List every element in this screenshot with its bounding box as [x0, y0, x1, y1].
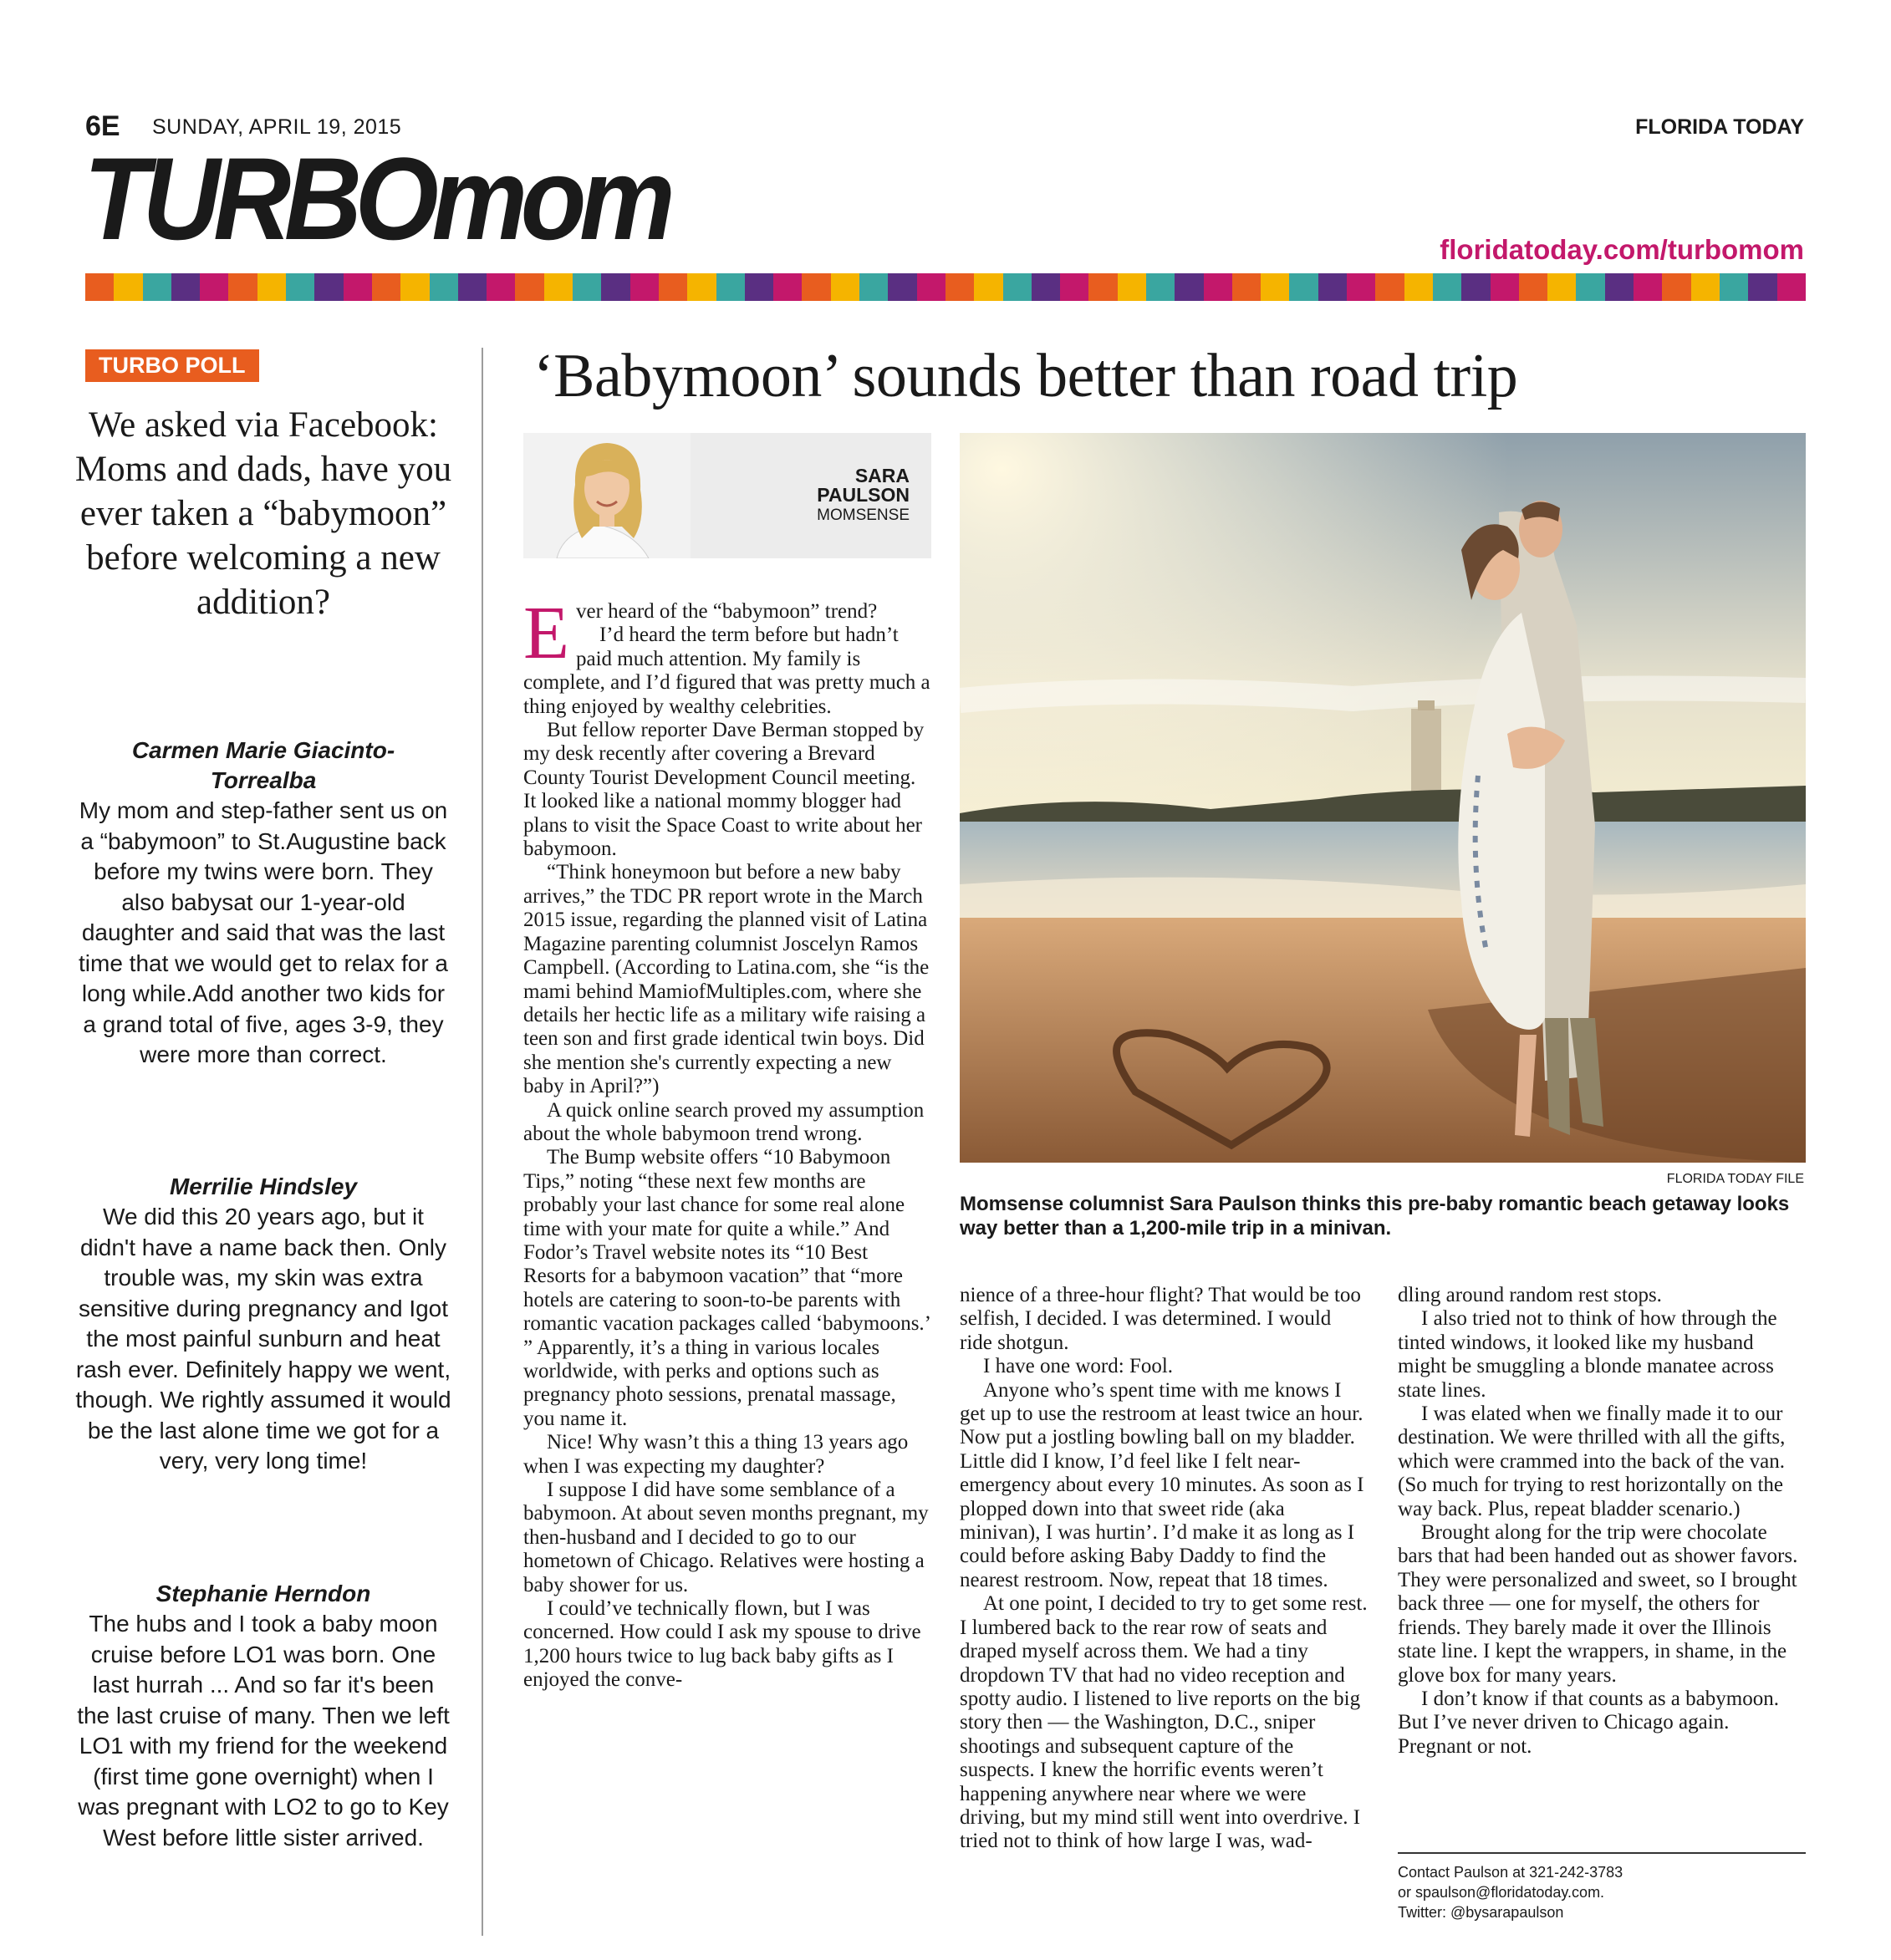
stripe-segment — [1720, 273, 1748, 301]
stripe-segment — [1003, 273, 1032, 301]
stripe-segment — [85, 273, 114, 301]
stripe-segment — [630, 273, 659, 301]
poll-response — [74, 1172, 453, 1477]
stripe-segment — [1261, 273, 1289, 301]
stripe-segment — [544, 273, 573, 301]
respondent-name: Carmen Marie Giacinto-Torrealba — [131, 737, 395, 793]
respondent-name: Merrilie Hindsley — [169, 1173, 358, 1199]
article-paragraph: But fellow reporter Dave Berman stopped by my desk recently after covering a Brevard County Tourist Development Council meeting. It looked like a national mommy blogger had plans to visit the Space Coast to write about her babymoon. — [523, 719, 925, 861]
stripe-segment — [1691, 273, 1720, 301]
stripe-segment — [1318, 273, 1347, 301]
article-paragraph: I was elated when we finally made it to our destination. We were thrilled with all the gifts, which were crammed into the back of the van. (So much for trying to rest horizontally on the way back. Plus, repeat bladder scenario.) — [1398, 1403, 1786, 1520]
stripe-segment — [1204, 273, 1232, 301]
stripe-segment — [745, 273, 773, 301]
response-text: The hubs and I took a baby moon cruise before LO1 was born. One last hurrah ... And so far it's been the last cruise of many. Then we left LO1 with my friend for the weekend (first time gone overnight) when I was pregnant with LO2 to go to Key West before little sister arrived. — [77, 1611, 450, 1851]
stripe-segment — [1404, 273, 1433, 301]
stripe-segment — [1519, 273, 1547, 301]
stripe-segment — [573, 273, 601, 301]
article-paragraph: dling around random rest stops. — [1398, 1284, 1662, 1306]
stripe-segment — [831, 273, 859, 301]
article-paragraph: I suppose I did have some semblance of a babymoon. At about seven months pregnant, my then-husband and I decided to go to our hometown of Chicago. Relatives were hosting a baby shower for us. — [523, 1479, 929, 1596]
stripe-segment — [888, 273, 916, 301]
article-paragraph: I also tried not to think of how through the tinted windows, it looked like my husband might be smuggling a blonde manatee across state lines. — [1398, 1307, 1777, 1402]
article-paragraph: I have one word: Fool. — [983, 1355, 1174, 1378]
column-divider — [482, 348, 483, 1936]
stripe-segment — [1605, 273, 1634, 301]
article-paragraph: At one point, I decided to try to get some rest. I lumbered back to the rear row of seats and draped myself across them. We had a tiny dropdown TV that had no video reception and spotty audio. I listened to live reports on the big story then — the Washington, D.C., sniper shootings and subsequent capture of the suspects. I knew the horrific events weren’t happening anywhere near where we were driving, but my mind still went into overdrive. I tried not to think of how large I was, wad- — [960, 1592, 1368, 1853]
section-masthead: TURBOmom — [84, 133, 669, 264]
stripe-segment — [1662, 273, 1690, 301]
photo-caption: Momsense columnist Sara Paulson thinks this pre-baby romantic beach getaway looks way better than a 1,200-mile trip in a minivan. — [960, 1193, 1790, 1240]
stripe-segment — [946, 273, 974, 301]
contact-phone: Contact Paulson at 321-242-3783 — [1398, 1864, 1623, 1881]
stripe-segment — [1461, 273, 1490, 301]
response-text: My mom and step-father sent us on a “babymoon” to St.Augustine back before my twins were born. They also babysat our 1-year-old daughter and said that was the last time that we would get to relax for a long while.Add another two kids for a grand total of five, ages 3-9, they were more than correct. — [79, 797, 448, 1067]
stripe-segment — [1118, 273, 1146, 301]
stripe-segment — [974, 273, 1002, 301]
stripe-segment — [1146, 273, 1175, 301]
stripe-segment — [802, 273, 830, 301]
stripe-segment — [200, 273, 228, 301]
stripe-segment — [1088, 273, 1117, 301]
column-name: MOMSENSE — [817, 507, 910, 524]
stripe-segment — [171, 273, 200, 301]
article-paragraph: Brought along for the trip were chocolate bars that had been handed out as shower favors. They were personalized and sweet, so I brought back three — one for myself, the others for friends. They barely made it over the Illinois state line. I kept the wrappers, in shame, in the glove box for many years. — [1398, 1521, 1798, 1687]
publication-name: FLORIDA TODAY — [1635, 115, 1804, 139]
stripe-segment — [917, 273, 946, 301]
article-paragraph: ver heard of the “babymoon” trend? — [575, 600, 878, 623]
stripe-segment — [430, 273, 458, 301]
stripe-segment — [1634, 273, 1662, 301]
poll-question: We asked via Facebook: Moms and dads, have you ever taken a “babymoon” before welcoming a new addition? — [74, 405, 452, 622]
stripe-segment — [257, 273, 286, 301]
article-paragraph: A quick online search proved my assumption about the whole babymoon trend wrong. — [523, 1098, 925, 1145]
author-headshot — [523, 433, 691, 558]
stripe-segment — [1748, 273, 1776, 301]
stripe-segment — [601, 273, 629, 301]
article-column-1 — [523, 592, 931, 1693]
article-paragraph: nience of a three-hour flight? That would be too selfish, I decided. I was determined. I would ride shotgun. — [960, 1284, 1361, 1354]
drop-cap: E — [523, 592, 569, 675]
article-paragraph: I could’ve technically flown, but I was concerned. How could I ask my spouse to drive 1,200 hours twice to lug back baby gifts as I enjoyed the conve- — [523, 1597, 921, 1692]
poll-response — [74, 736, 453, 1071]
stripe-segment — [1375, 273, 1404, 301]
stripe-segment — [1060, 273, 1088, 301]
article-paragraph: I’d heard the term before but hadn’t paid much attention. My family is complete, and I’d figured that was pretty much a thing enjoyed by wealthy celebrities. — [523, 624, 930, 718]
stripe-segment — [458, 273, 487, 301]
contact-twitter: Twitter: @bysarapaulson — [1398, 1904, 1564, 1921]
issue-date: SUNDAY, APRIL 19, 2015 — [152, 115, 402, 139]
stripe-segment — [344, 273, 372, 301]
article-column-2 — [960, 1284, 1368, 1854]
stripe-segment — [716, 273, 745, 301]
stripe-segment — [773, 273, 802, 301]
author-contact — [1398, 1852, 1806, 1922]
article-column-3 — [1398, 1284, 1806, 1759]
stripe-segment — [487, 273, 515, 301]
article-paragraph: Nice! Why wasn’t this a thing 13 years ago when I was expecting my daughter? — [523, 1431, 909, 1478]
stripe-segment — [286, 273, 314, 301]
stripe-segment — [1232, 273, 1261, 301]
article-paragraph: “Think honeymoon but before a new baby arrives,” the TDC PR report wrote in the March 2015 issue, regarding the planned visit of Latina Magazine parenting columnist Joscelyn Ramos Campbell. (According to Latina.com, she “is the mami behind MamiofMultiples.com, where she details her hectic life as a military wife raising a teen son and first grade identical twin boys. Did she mention she's currently expecting a new baby in April?”) — [523, 861, 930, 1098]
byline-box — [523, 433, 931, 558]
poll-badge: TURBO POLL — [85, 349, 259, 382]
stripe-segment — [114, 273, 142, 301]
author-name: SARA PAULSON — [817, 465, 910, 506]
stripe-segment — [228, 273, 257, 301]
stripe-segment — [1347, 273, 1375, 301]
stripe-segment — [515, 273, 543, 301]
stripe-segment — [314, 273, 343, 301]
stripe-segment — [372, 273, 400, 301]
photo-credit: FLORIDA TODAY FILE — [1666, 1172, 1804, 1186]
stripe-segment — [1777, 273, 1806, 301]
decorative-color-stripe — [85, 273, 1806, 301]
stripe-segment — [143, 273, 171, 301]
article-paragraph: Anyone who’s spent time with me knows I get up to use the restroom at least twice an hour. Now put a jostling bowling ball on my bladder. Little did I know, I’d feel like I felt near-emergency about every 10 minutes. As soon as I plopped down into that sweet ride (aka minivan), I was hurtin’. I’d make it as long as I could before asking Baby Daddy to find the nearest restroom. Now, repeat that 18 times. — [960, 1378, 1364, 1591]
beach-couple-photo — [960, 433, 1806, 1163]
stripe-segment — [1175, 273, 1203, 301]
respondent-name: Stephanie Herndon — [155, 1581, 371, 1606]
stripe-segment — [1433, 273, 1461, 301]
stripe-segment — [659, 273, 687, 301]
stripe-segment — [1491, 273, 1519, 301]
stripe-segment — [1576, 273, 1604, 301]
stripe-segment — [1289, 273, 1318, 301]
contact-email: or spaulson@floridatoday.com. — [1398, 1884, 1605, 1901]
article-paragraph: I don’t know if that counts as a babymoon. But I’ve never driven to Chicago again. Pregnant or not. — [1398, 1687, 1779, 1758]
section-url-link[interactable]: floridatoday.com/turbomom — [1440, 234, 1804, 265]
response-text: We did this 20 years ago, but it didn't have a name back then. Only trouble was, my skin was extra sensitive during pregnancy and Igot the most painful sunburn and heat rash ever. Definitely happy we went, though. We rightly assumed it would be the last alone time we got for a very, very long time! — [75, 1204, 451, 1474]
article-paragraph: The Bump website offers “10 Babymoon Tips,” noting “these next few months are probably your last chance for some real alone time with your mate for quite a while.” And Fodor’s Travel website notes its “10 Best Resorts for a babymoon vacation” that “more hotels are catering to soon-to-be parents with romantic vacation packages called ‘babymoons.’ ” Apparently, it’s a thing in various locales worldwide, with perks and options such as pregnancy photo sessions, prenatal massage, you name it. — [523, 1146, 930, 1430]
stripe-segment — [1547, 273, 1576, 301]
poll-response — [74, 1579, 453, 1853]
stripe-segment — [1032, 273, 1060, 301]
stripe-segment — [687, 273, 716, 301]
article-headline: ‘Babymoon’ sounds better than road trip — [533, 342, 1518, 410]
stripe-segment — [859, 273, 888, 301]
stripe-segment — [400, 273, 429, 301]
page-number: 6E — [85, 110, 120, 142]
